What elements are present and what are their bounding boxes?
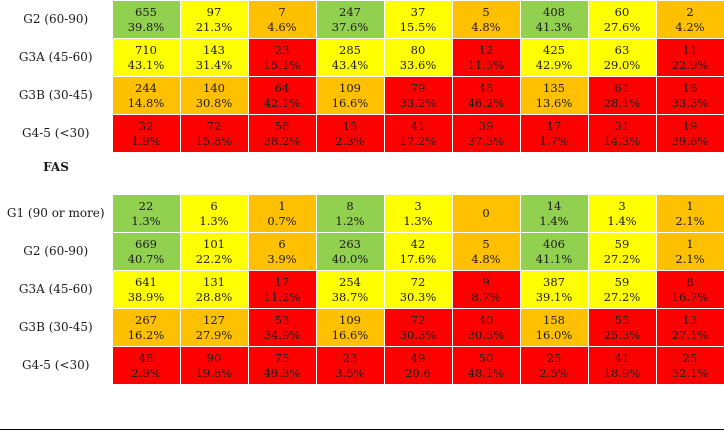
cell-percent: 33.2% (399, 95, 437, 110)
table-cell (180, 1, 248, 39)
cell-percent: 52.1% (671, 365, 709, 380)
table-cell (180, 195, 248, 233)
cell-percent: 41.3% (535, 19, 573, 34)
table-cell (384, 271, 452, 309)
cell-percent: 16.6% (331, 95, 369, 110)
cell-percent: 34.9% (263, 327, 301, 342)
cell-count: 143 (203, 42, 225, 57)
cell-count: 37 (410, 4, 426, 19)
cell-percent: 40.0% (331, 251, 369, 266)
cell-percent: 0.7% (267, 213, 297, 228)
table-cell (520, 309, 588, 347)
cell-percent: 43.1% (127, 57, 165, 72)
row-label: G2 (60-90) (0, 1, 112, 39)
cell-count: 72 (410, 312, 426, 327)
cell-count: 140 (203, 80, 225, 95)
table-cell (180, 39, 248, 77)
table-cell (180, 77, 248, 115)
table-cell (316, 39, 384, 77)
table-row (0, 309, 724, 347)
row-label: G4-5 (<30) (0, 115, 112, 153)
table-cell (180, 271, 248, 309)
cell-count: 254 (339, 274, 361, 289)
cell-count: 669 (135, 236, 157, 251)
cell-percent: 27.2% (603, 251, 641, 266)
cell-count: 39 (478, 118, 494, 133)
cell-count: 64 (274, 80, 290, 95)
cell-count: 90 (206, 350, 222, 365)
cell-count: 11 (682, 42, 698, 57)
row-label: G1 (90 or more) (0, 195, 112, 233)
table-cell (384, 1, 452, 39)
table-cell (588, 233, 656, 271)
table-cell (520, 1, 588, 39)
cell-count: 17 (274, 274, 290, 289)
cell-percent: 40.7% (127, 251, 165, 266)
cell-percent: 11.2% (263, 289, 301, 304)
table-cell (316, 1, 384, 39)
table-cell (248, 233, 316, 271)
cell-percent: 37.5% (467, 133, 505, 148)
cell-percent: 16.6% (331, 327, 369, 342)
cell-count: 42 (410, 236, 426, 251)
table-cell (248, 77, 316, 115)
table-cell (588, 271, 656, 309)
cell-percent: 42.9% (535, 57, 573, 72)
table-cell (452, 271, 520, 309)
table-row (0, 1, 724, 39)
cell-percent: 20.6 (405, 365, 431, 380)
cell-percent: 33.6% (399, 57, 437, 72)
table-cell (452, 1, 520, 39)
table-cell (248, 309, 316, 347)
cell-percent: 19.8% (195, 365, 233, 380)
table-row (0, 39, 724, 77)
cell-count: 12 (478, 42, 494, 57)
cell-percent: 37.6% (331, 19, 369, 34)
table-cell (588, 115, 656, 153)
table-row (0, 115, 724, 153)
cell-count: 72 (410, 274, 426, 289)
cell-percent: 14.8% (127, 95, 165, 110)
table-cell (112, 195, 180, 233)
table-cell (520, 39, 588, 77)
cell-percent: 4.6% (267, 19, 297, 34)
cell-count: 16 (682, 80, 698, 95)
table-cell (520, 77, 588, 115)
table-cell (316, 309, 384, 347)
table-cell (452, 233, 520, 271)
cell-count: 641 (135, 274, 157, 289)
cell-percent: 16.0% (535, 327, 573, 342)
cell-percent: 39.6% (671, 133, 709, 148)
cell-percent: 14.3% (603, 133, 641, 148)
cell-count: 8 (686, 274, 694, 289)
cell-count: 15 (342, 118, 358, 133)
cell-count: 41 (410, 118, 426, 133)
cell-count: 79 (410, 80, 426, 95)
section-spacer (112, 153, 724, 183)
table-cell (316, 347, 384, 385)
cell-percent: 1.9% (131, 133, 161, 148)
table-cell (656, 233, 724, 271)
cell-count: 55 (614, 312, 630, 327)
cell-percent: 48.1% (467, 365, 505, 380)
cell-percent: 1.4% (539, 213, 569, 228)
cell-count: 59 (614, 236, 630, 251)
cell-count: 8 (346, 198, 354, 213)
table-row (0, 77, 724, 115)
table-cell (452, 115, 520, 153)
cell-count: 48 (478, 80, 494, 95)
cell-percent: 43.4% (331, 57, 369, 72)
cell-percent: 31.4% (195, 57, 233, 72)
table-cell (588, 195, 656, 233)
table-row (0, 233, 724, 271)
cell-count: 263 (339, 236, 361, 251)
cell-percent: 49.3% (263, 365, 301, 380)
table-cell (656, 347, 724, 385)
table-cell (588, 39, 656, 77)
cell-count: 285 (339, 42, 361, 57)
cell-count: 40 (478, 312, 494, 327)
table-cell (180, 347, 248, 385)
cell-count: 17 (546, 118, 562, 133)
cell-percent: 28.1% (603, 95, 641, 110)
cell-percent: 27.9% (195, 327, 233, 342)
table-cell (316, 115, 384, 153)
section-row (0, 153, 724, 183)
cell-percent: 15.1% (263, 57, 301, 72)
table-cell (316, 271, 384, 309)
table-cell (656, 271, 724, 309)
cell-count: 75 (274, 350, 290, 365)
cell-count: 406 (543, 236, 565, 251)
table-cell (248, 1, 316, 39)
row-label: G3B (30-45) (0, 309, 112, 347)
cell-percent: 3.9% (267, 251, 297, 266)
cell-count: 710 (135, 42, 157, 57)
cell-count: 1 (686, 198, 694, 213)
spacer-cell (0, 183, 724, 195)
table-cell (384, 39, 452, 77)
cell-percent: 33.3% (671, 95, 709, 110)
cell-count: 97 (206, 4, 222, 19)
row-label: G3A (45-60) (0, 271, 112, 309)
table-cell (588, 309, 656, 347)
cell-percent: 39.8% (127, 19, 165, 34)
cell-percent: 30.5% (467, 327, 505, 342)
cell-percent: 28.8% (195, 289, 233, 304)
table-cell (452, 347, 520, 385)
cell-percent: 38.7% (331, 289, 369, 304)
row-label: G4-5 (<30) (0, 347, 112, 385)
table-cell (588, 347, 656, 385)
table-cell (452, 77, 520, 115)
cell-count: 408 (543, 4, 565, 19)
table-cell (656, 77, 724, 115)
table-cell (180, 309, 248, 347)
cell-count: 127 (203, 312, 225, 327)
cell-count: 2 (686, 4, 694, 19)
table-cell (588, 1, 656, 39)
cell-count: 23 (342, 350, 358, 365)
cell-count: 131 (203, 274, 225, 289)
cell-percent: 39.1% (535, 289, 573, 304)
row-label: G3B (30-45) (0, 77, 112, 115)
cell-percent: 2.5% (539, 365, 569, 380)
cell-count: 63 (614, 42, 630, 57)
cell-count: 135 (543, 80, 565, 95)
cell-percent: 1.7% (539, 133, 569, 148)
cell-percent: 16.7% (671, 289, 709, 304)
table-cell (112, 347, 180, 385)
cell-count: 244 (135, 80, 157, 95)
cell-count: 32 (138, 118, 154, 133)
table-cell (316, 233, 384, 271)
table-cell (248, 195, 316, 233)
table-cell (656, 115, 724, 153)
cell-percent: 18.9% (603, 365, 641, 380)
table-cell (316, 195, 384, 233)
cell-percent: 27.1% (671, 327, 709, 342)
cell-count: 41 (614, 350, 630, 365)
table-cell (112, 233, 180, 271)
table-cell (384, 347, 452, 385)
section-title: FAS (0, 153, 112, 183)
table-row (0, 271, 724, 309)
cell-count: 7 (278, 4, 286, 19)
cell-percent: 38.9% (127, 289, 165, 304)
table-cell (112, 271, 180, 309)
table-cell (112, 115, 180, 153)
cell-count: 80 (410, 42, 426, 57)
row-label: G2 (60-90) (0, 233, 112, 271)
table-cell (180, 115, 248, 153)
table-cell (112, 39, 180, 77)
cell-count: 425 (543, 42, 565, 57)
cell-count: 60 (614, 4, 630, 19)
table-cell (112, 77, 180, 115)
row-label: G3A (45-60) (0, 39, 112, 77)
table-cell (452, 39, 520, 77)
cell-percent: 4.2% (675, 19, 705, 34)
cell-percent: 1.3% (199, 213, 229, 228)
cell-count: 109 (339, 80, 361, 95)
table-cell (384, 195, 452, 233)
cell-percent: 42.1% (263, 95, 301, 110)
cell-percent: 29.0% (603, 57, 641, 72)
bottom-rule (0, 429, 724, 430)
cell-count: 158 (543, 312, 565, 327)
cell-count: 109 (339, 312, 361, 327)
cell-count: 14 (546, 198, 562, 213)
table-body (0, 1, 724, 385)
cell-count: 101 (203, 236, 225, 251)
cell-count: 23 (274, 42, 290, 57)
table-cell (656, 39, 724, 77)
cell-percent: 25.3% (603, 327, 641, 342)
cell-percent: 15.8% (195, 133, 233, 148)
table-cell (384, 309, 452, 347)
table-cell (248, 347, 316, 385)
cell-count: 72 (206, 118, 222, 133)
table-cell (520, 195, 588, 233)
cell-count: 247 (339, 4, 361, 19)
cell-count: 9 (482, 274, 490, 289)
cell-percent: 1.3% (403, 213, 433, 228)
cell-count: 53 (274, 312, 290, 327)
cell-percent: 2.1% (675, 251, 705, 266)
cell-percent: 27.2% (603, 289, 641, 304)
table-row (0, 195, 724, 233)
table-cell (520, 271, 588, 309)
cell-count: 387 (543, 274, 565, 289)
cell-count: 0 (482, 206, 490, 220)
cell-percent: 13.6% (535, 95, 573, 110)
cell-count: 267 (135, 312, 157, 327)
cell-percent: 11.5% (467, 57, 505, 72)
cell-percent: 4.8% (471, 19, 501, 34)
cell-count: 13 (682, 312, 698, 327)
cell-percent: 1.4% (607, 213, 637, 228)
cell-count: 59 (614, 274, 630, 289)
cell-count: 6 (278, 236, 286, 251)
table-cell (520, 115, 588, 153)
cell-percent: 3.5% (335, 365, 365, 380)
table-cell (656, 195, 724, 233)
cell-percent: 22.2% (195, 251, 233, 266)
cell-percent: 30.3% (399, 289, 437, 304)
table-row (0, 347, 724, 385)
cell-percent: 2.3% (335, 133, 365, 148)
cell-count: 6 (210, 198, 218, 213)
cell-count: 1 (686, 236, 694, 251)
table-cell (384, 115, 452, 153)
table-cell (112, 1, 180, 39)
table-cell (248, 115, 316, 153)
table-cell (520, 233, 588, 271)
cell-percent: 27.6% (603, 19, 641, 34)
cell-count: 49 (410, 350, 426, 365)
table-cell (384, 233, 452, 271)
table-cell (656, 1, 724, 39)
cell-percent: 17.2% (399, 133, 437, 148)
table-cell (248, 39, 316, 77)
cell-percent: 30.8% (195, 95, 233, 110)
cell-percent: 22.9% (671, 57, 709, 72)
cell-percent: 2.1% (675, 213, 705, 228)
spacer-row (0, 183, 724, 195)
table-cell (180, 233, 248, 271)
table-cell (656, 309, 724, 347)
cell-count: 25 (546, 350, 562, 365)
cell-count: 31 (614, 118, 630, 133)
table-cell (452, 309, 520, 347)
table-cell (520, 347, 588, 385)
cell-count: 1 (278, 198, 286, 213)
cell-percent: 17.6% (399, 251, 437, 266)
table-cell (588, 77, 656, 115)
cell-count: 5 (482, 236, 490, 251)
cell-percent: 15.5% (399, 19, 437, 34)
table-cell (112, 309, 180, 347)
table-cell (316, 77, 384, 115)
cell-count: 655 (135, 4, 157, 19)
cell-percent: 30.3% (399, 327, 437, 342)
cell-count: 22 (138, 198, 154, 213)
cell-percent: 41.1% (535, 251, 573, 266)
cell-percent: 38.2% (263, 133, 301, 148)
cell-percent: 1.3% (131, 213, 161, 228)
cell-count: 3 (414, 198, 422, 213)
cell-count: 3 (618, 198, 626, 213)
cell-percent: 46.2% (467, 95, 505, 110)
table-cell (248, 271, 316, 309)
table-cell (384, 77, 452, 115)
cell-count: 5 (482, 4, 490, 19)
cell-count: 61 (614, 80, 630, 95)
cell-count: 58 (274, 118, 290, 133)
cell-percent: 4.8% (471, 251, 501, 266)
table-cell (452, 195, 520, 233)
cell-count: 48 (138, 350, 154, 365)
cell-count: 25 (682, 350, 698, 365)
cell-percent: 8.7% (471, 289, 501, 304)
cell-count: 19 (682, 118, 698, 133)
cell-percent: 2.9% (131, 365, 161, 380)
cell-percent: 21.3% (195, 19, 233, 34)
cell-percent: 16.2% (127, 327, 165, 342)
cell-percent: 1.2% (335, 213, 365, 228)
cell-count: 50 (478, 350, 494, 365)
